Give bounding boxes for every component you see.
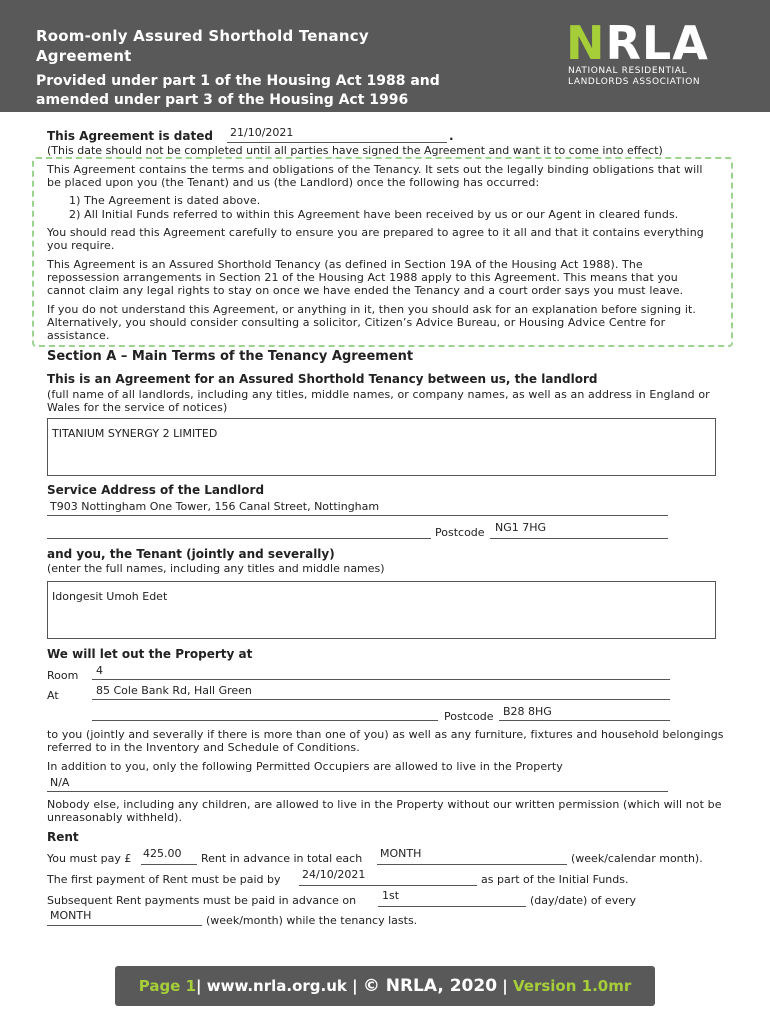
service-postcode-field[interactable]: NG1 7HG xyxy=(495,521,547,534)
dated-field[interactable]: 21/10/2021 xyxy=(230,126,294,139)
property-postcode-field[interactable]: B28 8HG xyxy=(503,705,552,718)
dated-period: . xyxy=(449,129,454,143)
logo-letters-rla: RLA xyxy=(605,16,709,70)
every-field[interactable]: MONTH xyxy=(50,909,92,922)
nrla-logo xyxy=(566,16,736,90)
at-field[interactable]: 85 Cole Bank Rd, Hall Green xyxy=(96,684,252,697)
rent-pay-label: You must pay £ xyxy=(47,852,132,865)
rent-advance-label: Rent in advance in total each xyxy=(201,852,363,865)
at-line xyxy=(92,699,670,700)
logo-letter-n: N xyxy=(566,16,606,70)
notice-paragraph-1: This Agreement contains the terms and obligations of the Tenancy. It sets out the legally binding obligations that will be placed upon you (the Tenant) and us (the Landlord) once the following has occurred: xyxy=(47,163,703,189)
notice-item-2: 2) All Initial Funds referred to within this Agreement have been received by us or our Agent in cleared funds. xyxy=(69,208,679,221)
document-title: Room-only Assured Shorthold Tenancy Agreement xyxy=(36,27,369,65)
footer-site: | www.nrla.org.uk | xyxy=(196,977,358,995)
room-line xyxy=(92,679,670,680)
service-address-heading: Service Address of the Landlord xyxy=(47,483,265,497)
rent-heading: Rent xyxy=(47,830,79,844)
property-postcode-line xyxy=(499,720,670,721)
landlord-heading: This is an Agreement for an Assured Shorthold Tenancy between us, the landlord xyxy=(47,372,598,386)
footer-separator: | xyxy=(502,977,508,995)
subsequent-day-line xyxy=(378,906,526,907)
every-tail: (week/month) while the tenancy lasts. xyxy=(206,914,418,927)
first-payment-label: The first payment of Rent must be paid by xyxy=(47,873,281,886)
tenant-name-box[interactable] xyxy=(47,581,716,639)
subsequent-label: Subsequent Rent payments must be paid in advance on xyxy=(47,894,357,907)
tenant-name-value: Idongesit Umoh Edet xyxy=(52,590,168,603)
subsequent-hint: (day/date) of every xyxy=(530,894,636,907)
notice-paragraph-3: This Agreement is an Assured Shorthold Tenancy (as defined in Section 19A of the Housing Act 1988). The repossession arrangements in Section 21 of the Housing Act 1988 apply to this Agreement. This means that you cannot claim any legal rights to stay on once we have ended the Tenancy and a court order says you must leave. xyxy=(47,258,684,297)
occupiers-line xyxy=(47,791,668,792)
service-address-line-2 xyxy=(47,538,431,539)
dated-note: (This date should not be completed until all parties have signed the Agreement and want it to come into effect) xyxy=(47,144,663,157)
landlord-name-value: TITANIUM SYNERGY 2 LIMITED xyxy=(52,427,218,440)
tenant-heading: and you, the Tenant (jointly and severally) xyxy=(47,547,335,561)
rent-period-line xyxy=(377,864,567,865)
footer-bar xyxy=(115,966,655,1006)
header-banner xyxy=(0,0,770,112)
dated-label: This Agreement is dated xyxy=(47,129,213,143)
tenant-note: (enter the full names, including any titles and middle names) xyxy=(47,562,385,575)
subsequent-day-field[interactable]: 1st xyxy=(382,889,400,902)
service-address-field[interactable]: T903 Nottingham One Tower, 156 Canal Street, Nottingham xyxy=(50,500,380,513)
rent-amount-line xyxy=(141,864,197,865)
every-line xyxy=(47,925,202,926)
service-postcode-line xyxy=(490,538,668,539)
nobody-text: Nobody else, including any children, are allowed to live in the Property without our written permission (which will not be unreasonably withheld). xyxy=(47,798,722,824)
at-label: At xyxy=(47,689,59,702)
occupiers-text: In addition to you, only the following Permitted Occupiers are allowed to live in the Property xyxy=(47,760,563,773)
rent-amount-field[interactable]: 425.00 xyxy=(143,847,182,860)
jointly-text: to you (jointly and severally if there is more than one of you) as well as any furniture, fixtures and household belongings referred to in the Inventory and Schedule of Conditions. xyxy=(47,728,724,754)
rent-period-field[interactable]: MONTH xyxy=(380,847,422,860)
first-payment-tail: as part of the Initial Funds. xyxy=(481,873,629,886)
notice-paragraph-2: You should read this Agreement carefully to ensure you are prepared to agree to it all and that it contains everything you require. xyxy=(47,226,704,252)
footer-page: Page 1 xyxy=(138,977,197,995)
service-postcode-label: Postcode xyxy=(435,526,485,539)
notice-item-1: 1) The Agreement is dated above. xyxy=(69,194,261,207)
dated-line xyxy=(227,142,447,143)
rent-period-hint: (week/calendar month). xyxy=(571,852,703,865)
property-postcode-label: Postcode xyxy=(444,710,494,723)
document-subtitle: Provided under part 1 of the Housing Act 1988 and amended under part 3 of the Housing Act 1996 xyxy=(36,73,440,108)
property-address-line-2 xyxy=(92,720,438,721)
landlord-note: (full name of all landlords, including any titles, middle names, or company names, as well as an address in England or Wales for the service of notices) xyxy=(47,388,710,414)
footer-copyright: © NRLA, 2020 xyxy=(362,976,498,996)
service-address-line xyxy=(47,515,668,516)
first-payment-line xyxy=(299,885,477,886)
room-field[interactable]: 4 xyxy=(96,664,103,677)
property-heading: We will let out the Property at xyxy=(47,647,253,661)
section-a-title: Section A – Main Terms of the Tenancy Agreement xyxy=(47,349,414,364)
room-label: Room xyxy=(47,669,79,682)
logo-subtitle-line2: LANDLORDS ASSOCIATION xyxy=(568,77,701,87)
first-payment-field[interactable]: 24/10/2021 xyxy=(302,868,366,881)
notice-paragraph-4: If you do not understand this Agreement, or anything in it, then you should ask for an explanation before signing it. Alternatively, you should consider consulting a solicitor, Citizen’s Advice Bureau, or Housing Advice Centre for assistance. xyxy=(47,303,696,342)
footer-version: Version 1.0mr xyxy=(513,977,632,995)
occupiers-field[interactable]: N/A xyxy=(50,776,70,789)
logo-subtitle-line1: NATIONAL RESIDENTIAL xyxy=(568,66,688,76)
landlord-name-box[interactable] xyxy=(47,418,716,476)
